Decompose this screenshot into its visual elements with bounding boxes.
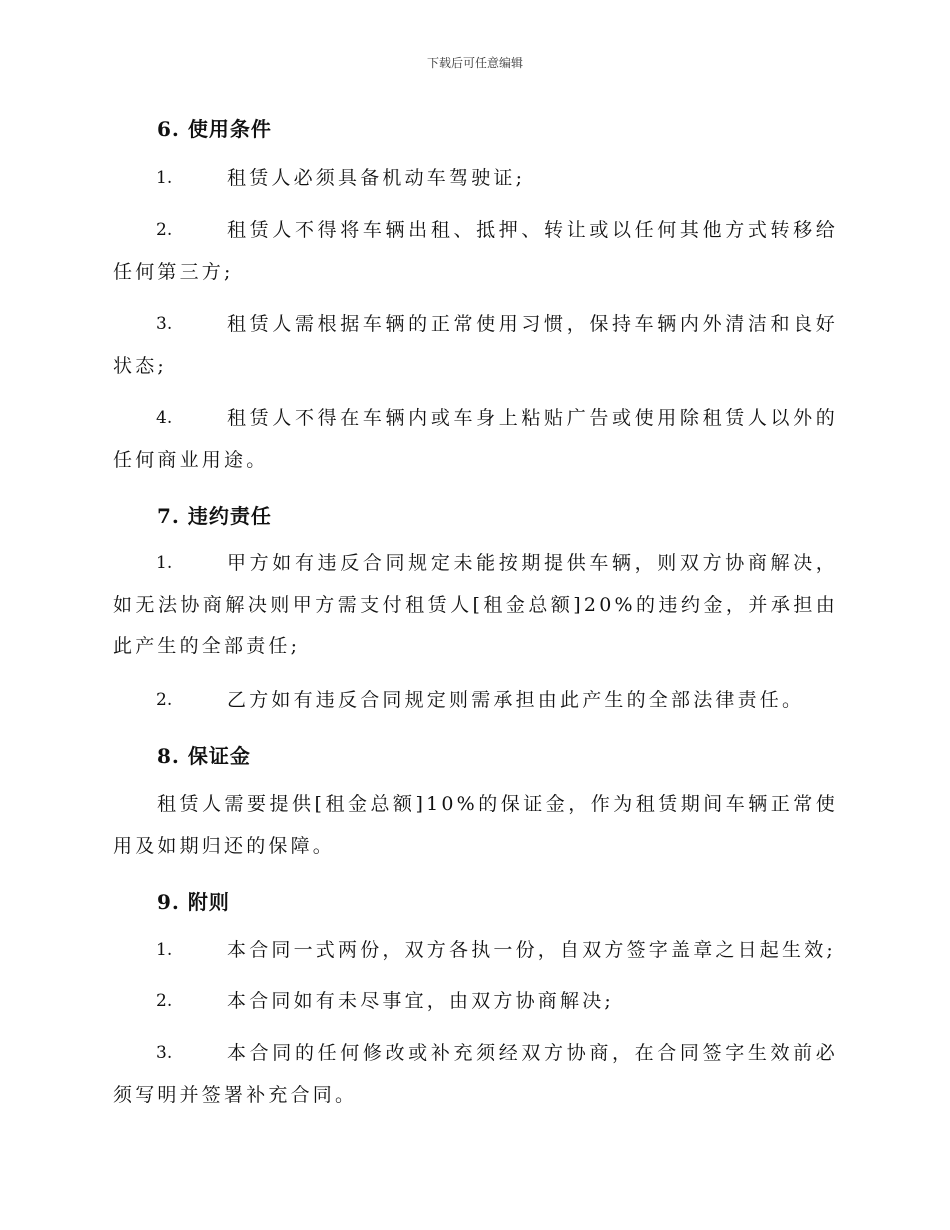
item-number: 2. [156, 991, 173, 1011]
list-item [113, 543, 838, 668]
item-number: 1. [156, 940, 173, 960]
item-text: 租赁人需根据车辆的正常使用习惯，保持车辆内外清洁和良好状态; [113, 313, 838, 377]
list-item [113, 981, 838, 1023]
item-number: 2. [156, 690, 173, 710]
section-9-heading: 9. 附则 [157, 890, 230, 914]
item-number: 1. [156, 168, 173, 188]
list-item [113, 680, 838, 722]
section-7-heading: 7. 违约责任 [157, 504, 272, 528]
item-text: 租赁人不得在车辆内或车身上粘贴广告或使用除租赁人以外的任何商业用途。 [113, 407, 838, 471]
list-item [113, 158, 838, 200]
section-8-paragraph: 租赁人需要提供[租金总额]10%的保证金，作为租赁期间车辆正常使用及如期归还的保障。 [113, 793, 838, 857]
item-text: 本合同的任何修改或补充须经双方协商，在合同签字生效前必须写明并签署补充合同。 [113, 1042, 838, 1106]
item-text: 甲方如有违反合同规定未能按期提供车辆，则双方协商解决，如无法协商解决则甲方需支付租赁人[租金总额]20%的违约金，并承担由此产生的全部责任; [113, 552, 838, 657]
item-number: 3. [156, 1043, 173, 1063]
item-number: 3. [156, 314, 173, 334]
item-text: 租赁人不得将车辆出租、抵押、转让或以任何其他方式转移给任何第三方; [113, 219, 838, 283]
list-item [113, 930, 838, 972]
item-number: 4. [156, 408, 173, 428]
section-8-heading: 8. 保证金 [157, 744, 251, 768]
page-header: 下载后可任意编辑 [426, 56, 523, 70]
item-text: 本合同如有未尽事宜，由双方协商解决; [227, 990, 615, 1012]
list-item [113, 398, 838, 481]
list-item [113, 1033, 838, 1116]
item-text: 本合同一式两份，双方各执一份，自双方签字盖章之日起生效; [227, 939, 837, 961]
list-item [113, 304, 838, 387]
item-text: 乙方如有违反合同规定则需承担由此产生的全部法律责任。 [227, 689, 805, 711]
list-item [113, 210, 838, 293]
item-text: 租赁人必须具备机动车驾驶证; [227, 167, 526, 189]
item-number: 2. [156, 220, 173, 240]
item-number: 1. [156, 553, 173, 573]
section-6-heading: 6. 使用条件 [157, 117, 272, 141]
